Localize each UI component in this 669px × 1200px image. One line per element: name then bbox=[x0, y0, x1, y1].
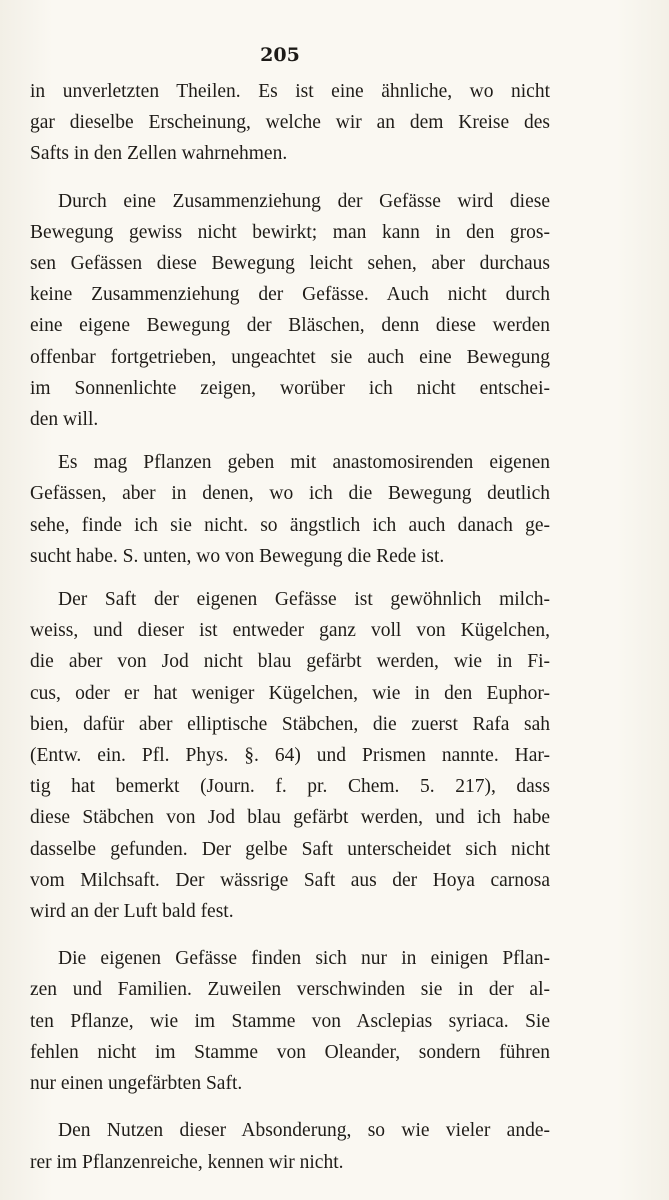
text-line: keine Zusammenziehung der Gefässe. Auch nicht durch bbox=[30, 284, 550, 306]
page-body bbox=[30, 76, 550, 1178]
text-line: die aber von Jod nicht blau gefärbt werden, wie in Fi- bbox=[30, 651, 550, 673]
text-line: dasselbe gefunden. Der gelbe Saft unterscheidet sich nicht bbox=[30, 838, 550, 860]
text-line: rer im Pflanzenreiche, kennen wir nicht. bbox=[30, 1151, 344, 1173]
text-line: eine eigene Bewegung der Bläschen, denn diese werden bbox=[30, 315, 550, 337]
text-line: Durch eine Zusammenziehung der Gefässe wird diese bbox=[58, 190, 550, 212]
text-line: sehe, finde ich sie nicht. so ängstlich ich auch danach ge- bbox=[30, 514, 550, 536]
text-line: nur einen ungefärbten Saft. bbox=[30, 1073, 243, 1095]
text-line: (Entw. ein. Pfl. Phys. §. 64) und Prismen nannte. Har- bbox=[30, 745, 550, 767]
text-line: sucht habe. S. unten, wo von Bewegung die Rede ist. bbox=[30, 545, 445, 567]
text-line: wird an der Luft bald fest. bbox=[30, 901, 234, 923]
text-line: zen und Familien. Zuweilen verschwinden sie in der al- bbox=[30, 979, 550, 1001]
text-line: in unverletzten Theilen. Es ist eine ähnliche, wo nicht bbox=[30, 81, 550, 102]
text-line: ten Pflanze, wie im Stamme von Asclepias syriaca. Sie bbox=[30, 1010, 550, 1032]
paragraph-1 bbox=[30, 76, 550, 170]
text-line: cus, oder er hat weniger Kügelchen, wie in den Euphor- bbox=[30, 682, 550, 704]
text-line: weiss, und dieser ist entweder ganz voll von Kügelchen, bbox=[30, 620, 550, 642]
paragraph-3 bbox=[30, 447, 550, 572]
text-line: offenbar fortgetrieben, ungeachtet sie auch eine Bewegung bbox=[30, 346, 550, 368]
text-line: gar dieselbe Erscheinung, welche wir an dem Kreise des bbox=[30, 112, 550, 134]
page-number: 205 bbox=[260, 44, 300, 66]
paragraph-2 bbox=[30, 186, 550, 436]
text-line: den will. bbox=[30, 409, 99, 431]
paragraph-4 bbox=[30, 584, 550, 927]
text-line: bien, dafür aber elliptische Stäbchen, die zuerst Rafa sah bbox=[30, 713, 550, 735]
text-line: Den Nutzen dieser Absonderung, so wie vieler ande- bbox=[58, 1120, 550, 1142]
text-line: vom Milchsaft. Der wässrige Saft aus der Hoya carnosa bbox=[30, 869, 550, 891]
text-line: Die eigenen Gefässe finden sich nur in einigen Pflan- bbox=[58, 948, 550, 970]
text-line: diese Stäbchen von Jod blau gefärbt werden, und ich habe bbox=[30, 807, 550, 829]
paragraph-5 bbox=[30, 943, 550, 1099]
text-line: Der Saft der eigenen Gefässe ist gewöhnlich milch- bbox=[58, 589, 550, 611]
text-line: Safts in den Zellen wahrnehmen. bbox=[30, 143, 288, 165]
paragraph-6 bbox=[30, 1115, 550, 1177]
text-line: Gefässen, aber in denen, wo ich die Bewegung deutlich bbox=[30, 483, 550, 505]
text-line: sen Gefässen diese Bewegung leicht sehen, aber durchaus bbox=[30, 253, 550, 275]
text-line: fehlen nicht im Stamme von Oleander, sondern führen bbox=[30, 1041, 550, 1063]
text-line: tig hat bemerkt (Journ. f. pr. Chem. 5. 217), dass bbox=[30, 776, 550, 798]
text-line: Es mag Pflanzen geben mit anastomosirenden eigenen bbox=[58, 452, 550, 474]
text-line: im Sonnenlichte zeigen, worüber ich nicht entschei- bbox=[30, 377, 550, 399]
text-line: Bewegung gewiss nicht bewirkt; man kann in den gros- bbox=[30, 221, 550, 243]
